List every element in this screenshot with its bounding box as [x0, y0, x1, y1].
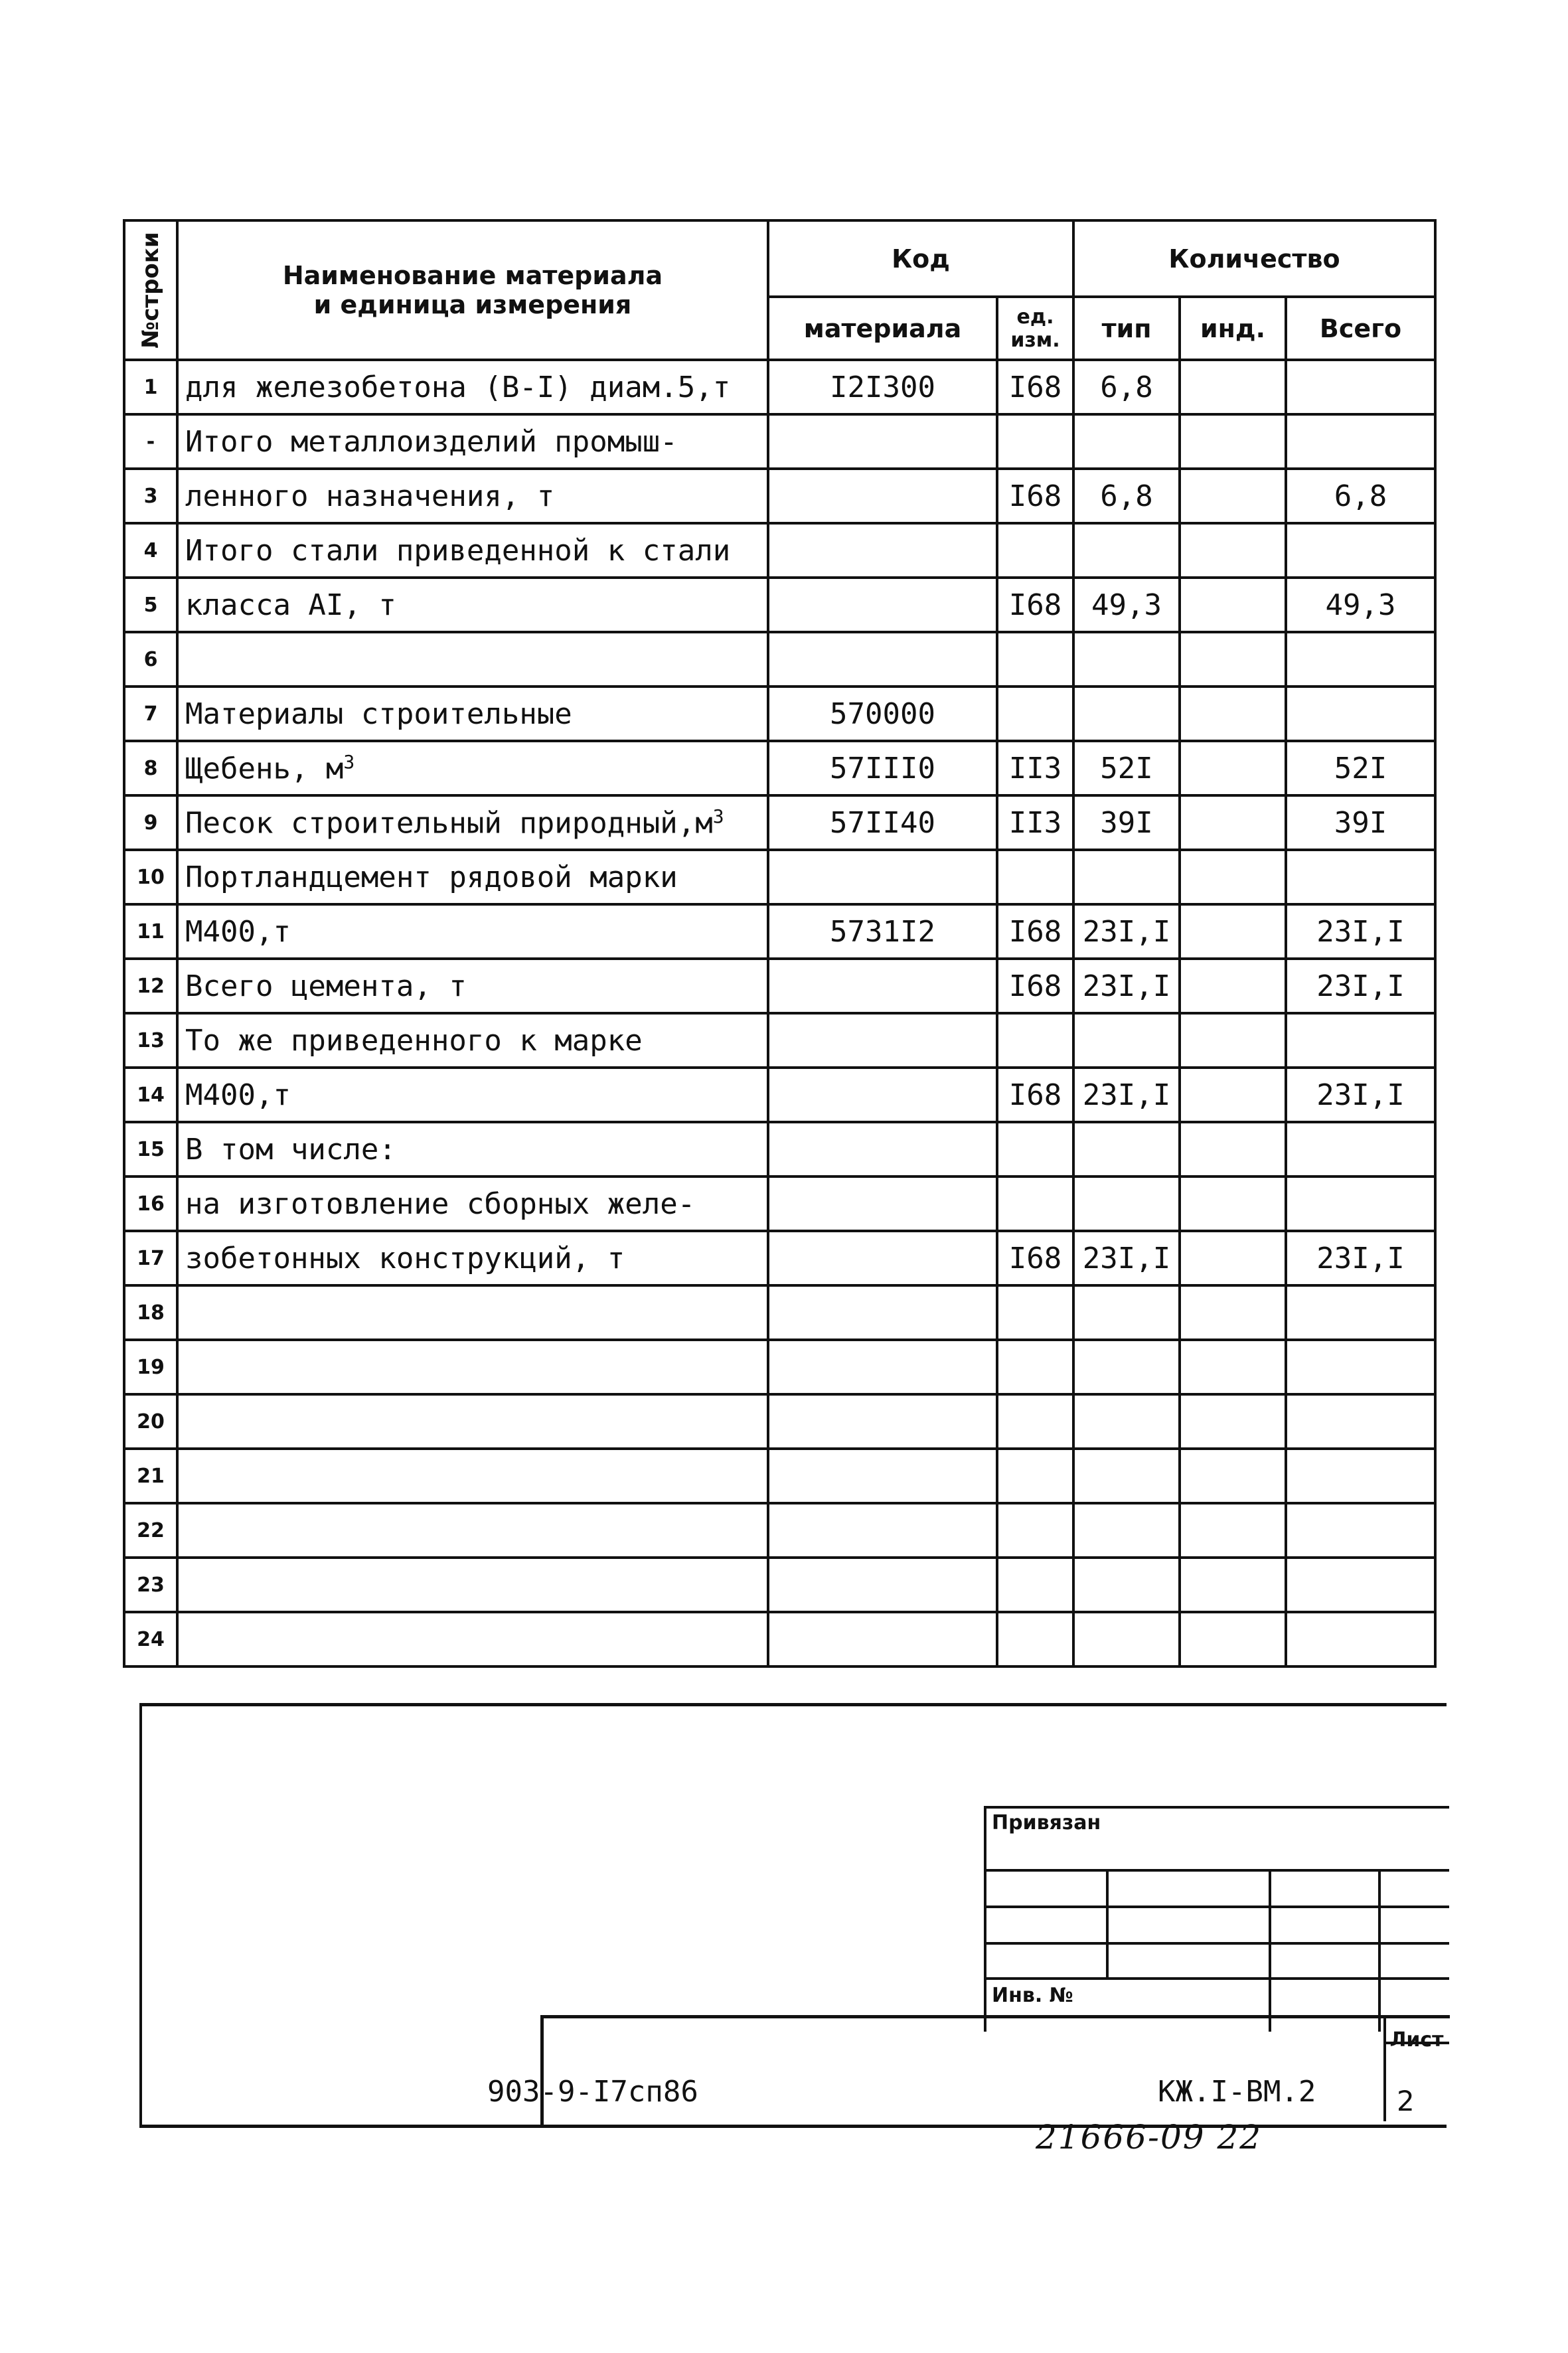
- qty-ind: [1180, 1231, 1286, 1285]
- qty-total: [1286, 1176, 1435, 1231]
- material-name: класса АI, т: [177, 578, 768, 632]
- material-code: 570000: [768, 687, 997, 741]
- qty-total: 6,8: [1286, 469, 1435, 523]
- qty-total: [1286, 1013, 1435, 1068]
- unit-code: II3: [997, 741, 1073, 795]
- table-row: [124, 850, 1435, 904]
- inventory-number-label: Инв. №: [992, 1984, 1073, 2007]
- material-name: Всего цемента, т: [177, 959, 768, 1013]
- qty-type: [1073, 687, 1180, 741]
- row-number: 4: [124, 523, 177, 578]
- row-number-header: №строки: [124, 220, 177, 360]
- qty-type: [1073, 1340, 1180, 1394]
- unit-code: I68: [997, 469, 1073, 523]
- material-code: [768, 1176, 997, 1231]
- qty-total: 23I,I: [1286, 959, 1435, 1013]
- handwritten-note: 21666-09 22: [1036, 2118, 1263, 2156]
- table-row: [124, 904, 1435, 959]
- code-material-header: материала: [768, 297, 997, 360]
- material-code: [768, 1285, 997, 1340]
- qty-total: [1286, 414, 1435, 469]
- row-number: 16: [124, 1176, 177, 1231]
- material-name: ленного назначения, т: [177, 469, 768, 523]
- qty-total: [1286, 632, 1435, 687]
- qty-ind: [1180, 360, 1286, 414]
- material-code: 57III0: [768, 741, 997, 795]
- row-number: 23: [124, 1558, 177, 1612]
- name-header: Наименование материала и единица измерения: [177, 220, 768, 360]
- qty-ind: [1180, 959, 1286, 1013]
- qty-total: [1286, 1394, 1435, 1449]
- qty-total: 39I: [1286, 795, 1435, 850]
- material-name: [177, 1394, 768, 1449]
- qty-type: 39I: [1073, 795, 1180, 850]
- qty-ind: [1180, 904, 1286, 959]
- material-name: В том числе:: [177, 1122, 768, 1176]
- material-name: [177, 632, 768, 687]
- sheet-number: 2: [1397, 2085, 1415, 2117]
- table-row: [124, 741, 1435, 795]
- qty-total: [1286, 360, 1435, 414]
- title-block: [139, 1703, 1447, 2128]
- qty-ind: [1180, 1340, 1286, 1394]
- unit-code: [997, 414, 1073, 469]
- qty-ind: [1180, 1285, 1286, 1340]
- qty-total: [1286, 523, 1435, 578]
- qty-type: [1073, 523, 1180, 578]
- qty-type: 49,3: [1073, 578, 1180, 632]
- material-code: [768, 414, 997, 469]
- qty-type: 23I,I: [1073, 904, 1180, 959]
- material-name: на изготовление сборных желе-: [177, 1176, 768, 1231]
- material-name: Портландцемент рядовой марки: [177, 850, 768, 904]
- qty-type: [1073, 1394, 1180, 1449]
- qty-type: [1073, 1449, 1180, 1503]
- material-code: [768, 1231, 997, 1285]
- unit-code: [997, 687, 1073, 741]
- unit-code: [997, 1612, 1073, 1666]
- qty-type: [1073, 1503, 1180, 1558]
- table-row: [124, 1013, 1435, 1068]
- qty-type: 6,8: [1073, 360, 1180, 414]
- qty-total: [1286, 1122, 1435, 1176]
- material-code: [768, 1558, 997, 1612]
- row-number: -: [124, 414, 177, 469]
- material-code: [768, 1122, 997, 1176]
- qty-type: 23I,I: [1073, 1068, 1180, 1122]
- material-code: [768, 850, 997, 904]
- qty-type: [1073, 1558, 1180, 1612]
- material-code: [768, 1013, 997, 1068]
- material-code: 57II40: [768, 795, 997, 850]
- row-number: 10: [124, 850, 177, 904]
- material-name: Щебень, $м^3$: [177, 741, 768, 795]
- unit-code: [997, 1503, 1073, 1558]
- qty-type: [1073, 414, 1180, 469]
- row-number: 13: [124, 1013, 177, 1068]
- row-number: 24: [124, 1612, 177, 1666]
- sheet-label: Лист: [1389, 2028, 1444, 2052]
- linkage-block: [984, 1806, 1449, 2032]
- qty-type: [1073, 1122, 1180, 1176]
- material-code: [768, 1449, 997, 1503]
- qty-ind: [1180, 741, 1286, 795]
- table-row: [124, 1394, 1435, 1449]
- table-row: [124, 1122, 1435, 1176]
- qty-ind: [1180, 523, 1286, 578]
- qty-type: 6,8: [1073, 469, 1180, 523]
- qty-total: [1286, 1449, 1435, 1503]
- qty-ind: [1180, 1558, 1286, 1612]
- unit-code: [997, 1176, 1073, 1231]
- row-number: 18: [124, 1285, 177, 1340]
- quantity-header: Количество: [1073, 220, 1435, 297]
- row-number: 9: [124, 795, 177, 850]
- material-name: [177, 1449, 768, 1503]
- unit-code: [997, 1122, 1073, 1176]
- material-name: М400,т: [177, 904, 768, 959]
- unit-code: I68: [997, 959, 1073, 1013]
- qty-total: [1286, 850, 1435, 904]
- material-name: [177, 1340, 768, 1394]
- material-code: [768, 1394, 997, 1449]
- qty-total: 49,3: [1286, 578, 1435, 632]
- qty-ind: [1180, 1503, 1286, 1558]
- qty-total: [1286, 1558, 1435, 1612]
- qty-type: 23I,I: [1073, 1231, 1180, 1285]
- row-number: 21: [124, 1449, 177, 1503]
- table-row: [124, 414, 1435, 469]
- document-code: 903-9-I7сп86: [487, 2075, 698, 2109]
- row-number: 14: [124, 1068, 177, 1122]
- table-row: [124, 1176, 1435, 1231]
- row-number: 3: [124, 469, 177, 523]
- unit-code: [997, 1285, 1073, 1340]
- qty-total: 23I,I: [1286, 904, 1435, 959]
- table-row: [124, 469, 1435, 523]
- unit-code: I68: [997, 360, 1073, 414]
- table-row: [124, 959, 1435, 1013]
- table-row: [124, 687, 1435, 741]
- row-number: 11: [124, 904, 177, 959]
- qty-ind: [1180, 1122, 1286, 1176]
- qty-type: [1073, 632, 1180, 687]
- material-code: 5731I2: [768, 904, 997, 959]
- material-name: Итого стали приведенной к стали: [177, 523, 768, 578]
- unit-code: [997, 1558, 1073, 1612]
- unit-code: [997, 1449, 1073, 1503]
- material-code: [768, 469, 997, 523]
- unit-code: II3: [997, 795, 1073, 850]
- material-name: Итого металлоизделий промыш-: [177, 414, 768, 469]
- table-row: [124, 632, 1435, 687]
- qty-total: [1286, 1340, 1435, 1394]
- table-row: [124, 360, 1435, 414]
- material-code: I2I300: [768, 360, 997, 414]
- spec-sheet: [123, 219, 1434, 1668]
- qty-type: [1073, 1176, 1180, 1231]
- row-number: 1: [124, 360, 177, 414]
- qty-total: [1286, 1285, 1435, 1340]
- material-name: М400,т: [177, 1068, 768, 1122]
- row-number: 19: [124, 1340, 177, 1394]
- qty-total-header: Всего: [1286, 297, 1435, 360]
- qty-type: [1073, 850, 1180, 904]
- material-name: для железобетона (В-I) диам.5,т: [177, 360, 768, 414]
- material-name: То же приведенного к марке: [177, 1013, 768, 1068]
- row-number: 17: [124, 1231, 177, 1285]
- row-number: 5: [124, 578, 177, 632]
- qty-type: [1073, 1013, 1180, 1068]
- qty-total: [1286, 1612, 1435, 1666]
- qty-ind: [1180, 578, 1286, 632]
- table-row: [124, 523, 1435, 578]
- unit-code: [997, 1394, 1073, 1449]
- material-name: [177, 1285, 768, 1340]
- table-row: [124, 1612, 1435, 1666]
- material-code: [768, 632, 997, 687]
- unit-code: I68: [997, 1068, 1073, 1122]
- row-number: 12: [124, 959, 177, 1013]
- qty-ind-header: инд.: [1180, 297, 1286, 360]
- qty-ind: [1180, 850, 1286, 904]
- material-code: [768, 578, 997, 632]
- unit-code: I68: [997, 1231, 1073, 1285]
- qty-ind: [1180, 1013, 1286, 1068]
- row-number: 8: [124, 741, 177, 795]
- unit-code: [997, 632, 1073, 687]
- unit-code: [997, 850, 1073, 904]
- qty-ind: [1180, 1394, 1286, 1449]
- qty-type: 23I,I: [1073, 959, 1180, 1013]
- unit-exponent: 3: [343, 750, 355, 773]
- qty-type: [1073, 1612, 1180, 1666]
- qty-total: 52I: [1286, 741, 1435, 795]
- material-name: зобетонных конструкций, т: [177, 1231, 768, 1285]
- material-code: [768, 1068, 997, 1122]
- material-code: [768, 523, 997, 578]
- row-number: 22: [124, 1503, 177, 1558]
- qty-type: 52I: [1073, 741, 1180, 795]
- material-name: [177, 1612, 768, 1666]
- table-row: [124, 1285, 1435, 1340]
- qty-type-header: тип: [1073, 297, 1180, 360]
- qty-ind: [1180, 1176, 1286, 1231]
- document-mark: КЖ.I-ВМ.2: [1158, 2075, 1316, 2109]
- material-code: [768, 1612, 997, 1666]
- qty-ind: [1180, 469, 1286, 523]
- row-number: 6: [124, 632, 177, 687]
- qty-ind: [1180, 632, 1286, 687]
- materials-table: [123, 219, 1437, 1668]
- code-header: Код: [768, 220, 1073, 297]
- material-code: [768, 1340, 997, 1394]
- material-code: [768, 1503, 997, 1558]
- unit-code: I68: [997, 578, 1073, 632]
- row-number: 7: [124, 687, 177, 741]
- qty-ind: [1180, 414, 1286, 469]
- table-row: [124, 1449, 1435, 1503]
- unit-code: I68: [997, 904, 1073, 959]
- qty-ind: [1180, 1449, 1286, 1503]
- unit-code: [997, 1340, 1073, 1394]
- material-name: Песок строительный $природный,м^3$: [177, 795, 768, 850]
- code-unit-header: ед. изм.: [997, 297, 1073, 360]
- qty-ind: [1180, 795, 1286, 850]
- table-row: [124, 1231, 1435, 1285]
- table-row: [124, 795, 1435, 850]
- qty-total: [1286, 1503, 1435, 1558]
- qty-type: [1073, 1285, 1180, 1340]
- material-name: [177, 1503, 768, 1558]
- table-row: [124, 1503, 1435, 1558]
- material-name: Материалы строительные: [177, 687, 768, 741]
- table-row: [124, 1340, 1435, 1394]
- qty-total: 23I,I: [1286, 1068, 1435, 1122]
- qty-ind: [1180, 687, 1286, 741]
- material-name: [177, 1558, 768, 1612]
- unit-exponent: 3: [712, 805, 724, 827]
- qty-ind: [1180, 1068, 1286, 1122]
- row-number: 20: [124, 1394, 177, 1449]
- material-code: [768, 959, 997, 1013]
- unit-code: [997, 1013, 1073, 1068]
- table-row: [124, 1068, 1435, 1122]
- linked-label: Привязан: [992, 1811, 1101, 1834]
- qty-total: [1286, 687, 1435, 741]
- table-row: [124, 578, 1435, 632]
- row-number: 15: [124, 1122, 177, 1176]
- unit-code: [997, 523, 1073, 578]
- table-row: [124, 1558, 1435, 1612]
- qty-ind: [1180, 1612, 1286, 1666]
- qty-total: 23I,I: [1286, 1231, 1435, 1285]
